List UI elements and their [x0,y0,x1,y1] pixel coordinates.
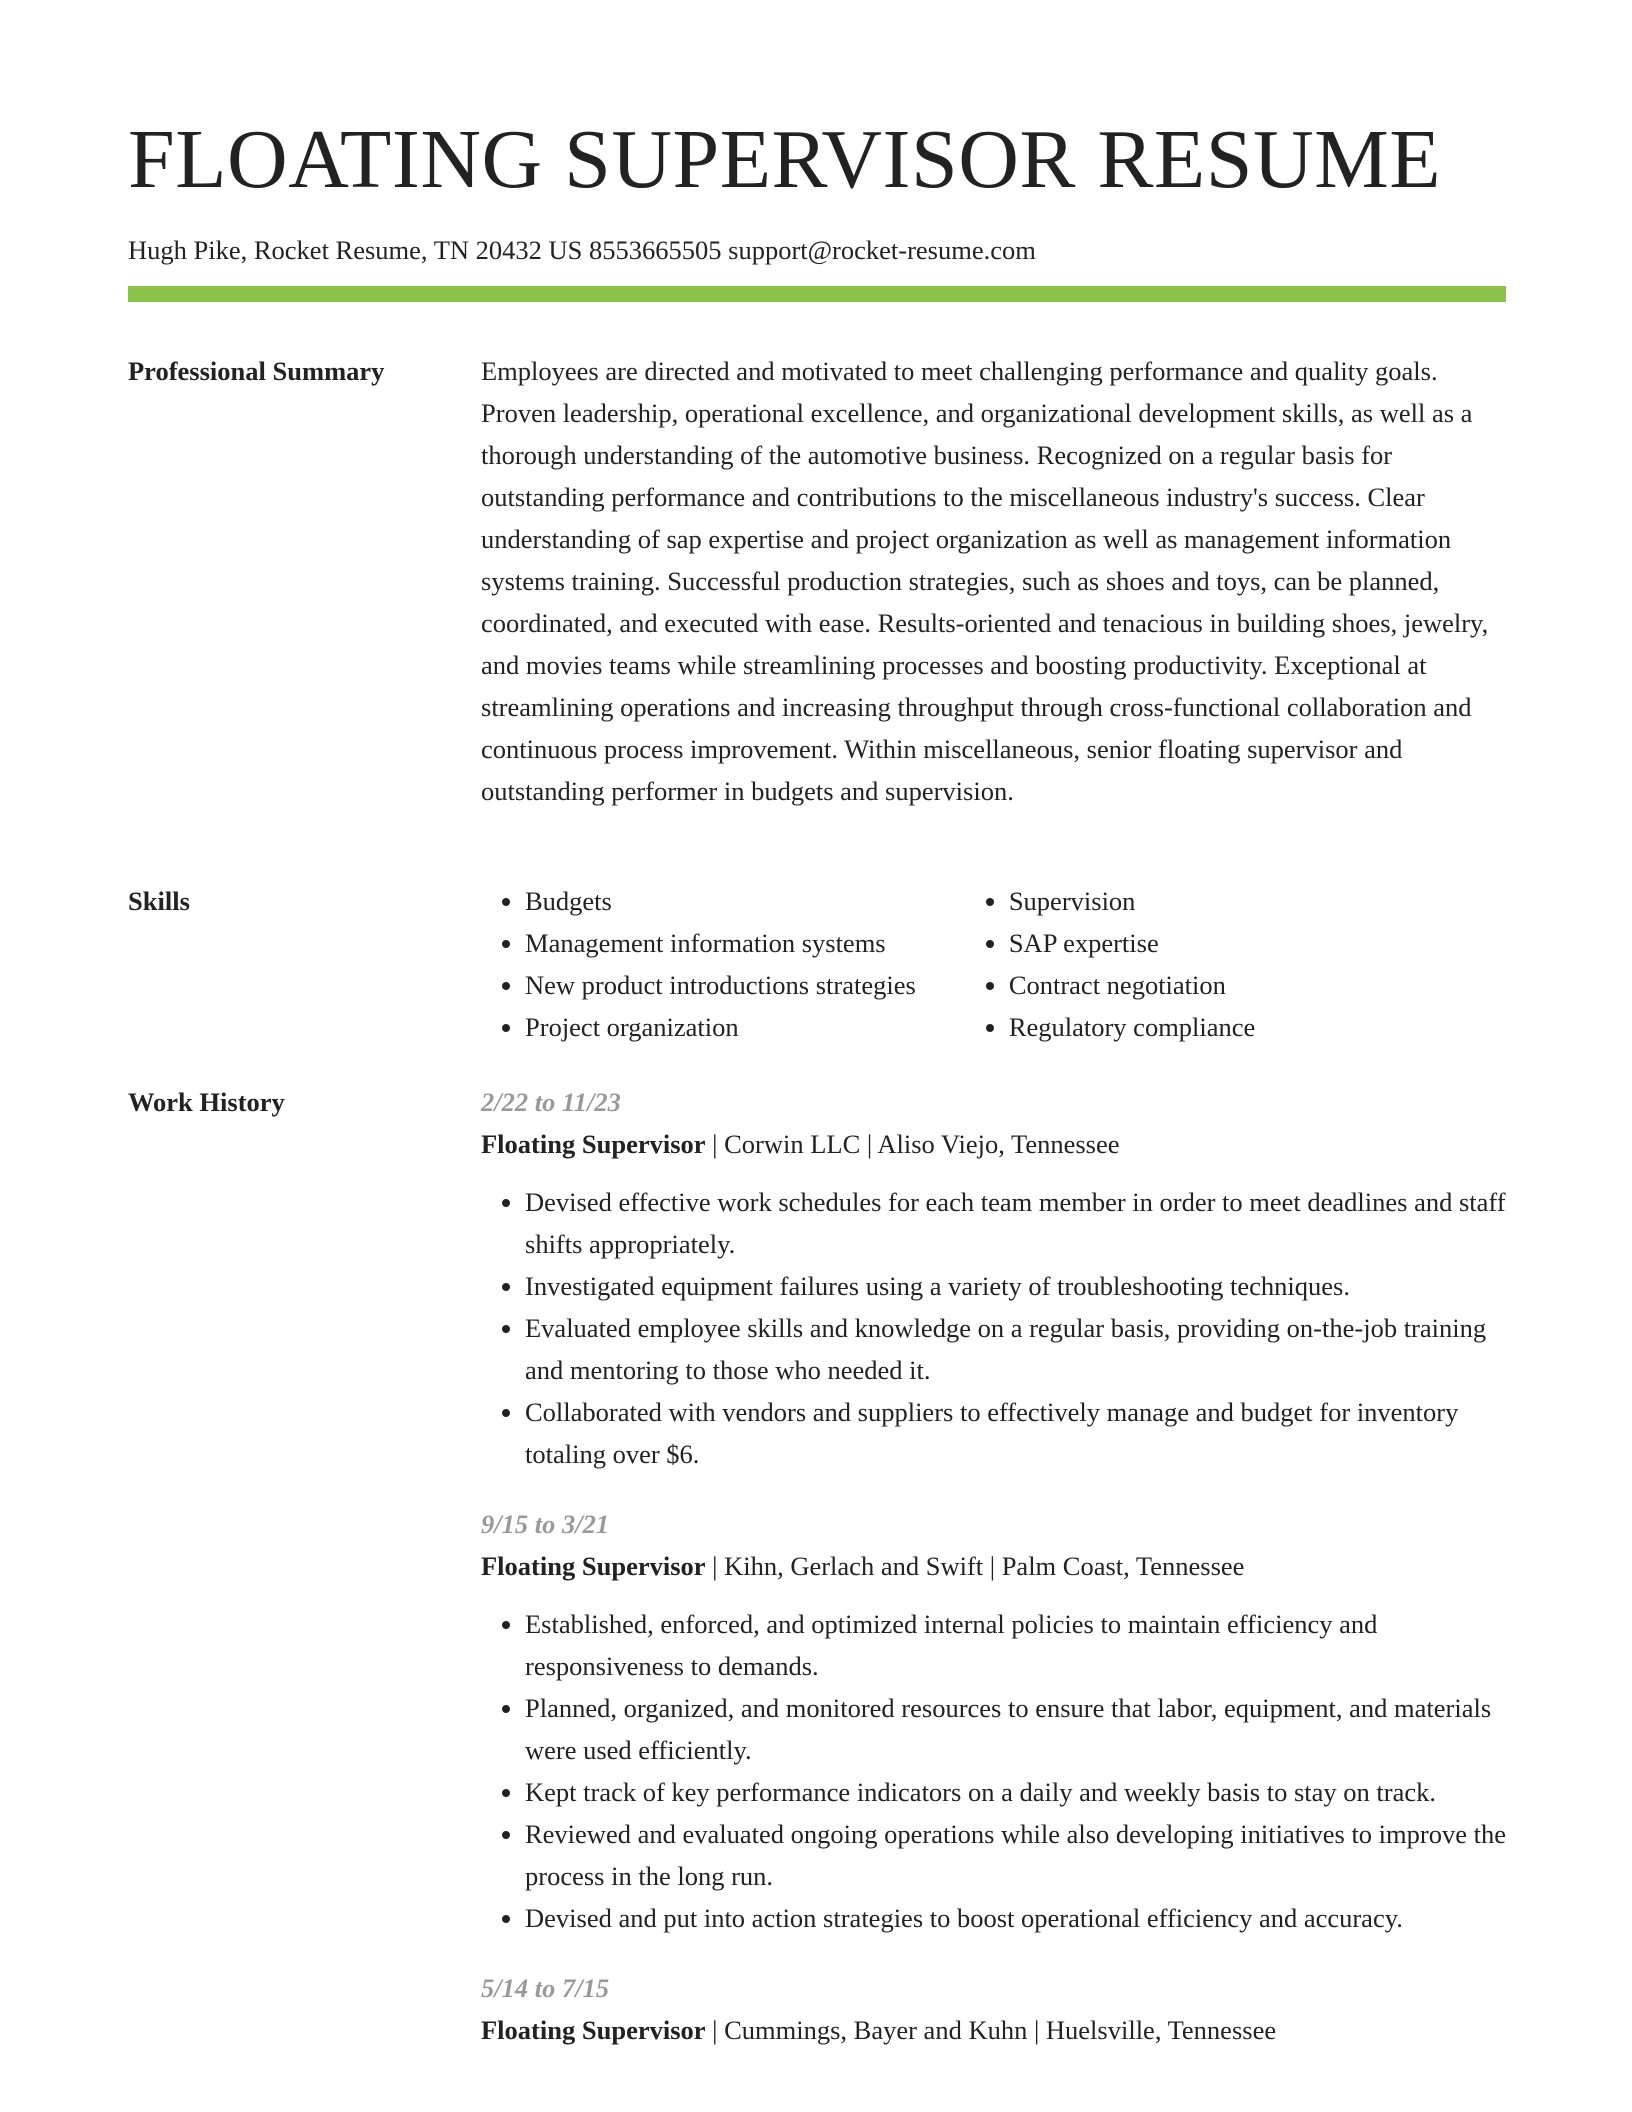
job-bullet: • Evaluated employee skills and knowledge on a regular basis, providing on-the-job training and mentoring to those who needed it. [525,1307,1506,1391]
job-bullet: • Planned, organized, and monitored resources to ensure that labor, equipment, and materials were used efficiently. [525,1687,1506,1771]
skill-item: • Budgets [525,880,965,922]
skill-item: • Project organization [525,1006,965,1048]
job-company-location: | Cummings, Bayer and Kuhn | Huelsville, Tennessee [705,2015,1277,2045]
job-bullet-list [481,1603,1506,1939]
summary-text: Employees are directed and motivated to meet challenging performance and quality goals. Proven leadership, operational excellence, and organizational development skills, as well as a thorough understanding of the automotive business. Recognized on a regular basis for outstanding performance and contributions to the miscellaneous industry's success. Clear understanding of sap expertise and project organization as well as management information systems training. Successful production strategies, such as shoes and toys, can be planned, coordinated, and executed with ease. Results-oriented and tenacious in building shoes, jewelry, and movies teams while streamlining processes and boosting productivity. Exceptional at streamlining operations and increasing throughput through cross-functional collaboration and continuous process improvement. Within miscellaneous, senior floating supervisor and outstanding performer in budgets and supervision. [481,356,1489,806]
skills-list-left [481,880,965,1048]
job-position: Floating Supervisor [481,1551,706,1581]
job-bullet: • Collaborated with vendors and suppliers to effectively manage and budget for inventory totaling over $6. [525,1391,1506,1475]
job-heading [481,1123,1506,1165]
section-title-professional-summary: Professional Summary [128,356,385,386]
job-entry [481,1967,1506,2051]
job-company-location: | Kihn, Gerlach and Swift | Palm Coast, Tennessee [705,1551,1245,1581]
job-position: Floating Supervisor [481,2015,706,2045]
job-bullet: • Devised and put into action strategies to boost operational efficiency and accuracy. [525,1897,1506,1939]
job-bullet-list [481,1181,1506,1475]
contact-line: Hugh Pike, Rocket Resume, TN 20432 US 8553665505 support@rocket-resume.com [128,235,1036,265]
section-title-skills: Skills [128,886,190,916]
skill-item: • Management information systems [525,922,965,964]
job-position: Floating Supervisor [481,1129,706,1159]
skills-list-right [965,880,1506,1048]
job-dates: 5/14 to 7/15 [481,1973,610,2003]
job-dates: 9/15 to 3/21 [481,1509,610,1539]
section-title-work-history: Work History [128,1087,285,1117]
job-bullet: • Established, enforced, and optimized internal policies to maintain efficiency and responsiveness to demands. [525,1603,1506,1687]
accent-divider [128,286,1506,302]
summary-body [481,350,1506,812]
work-history-body [481,1081,1506,2079]
skill-item: • Regulatory compliance [1009,1006,1506,1048]
job-bullet: • Kept track of key performance indicators on a daily and weekly basis to stay on track. [525,1771,1506,1813]
job-dates: 2/22 to 11/23 [481,1087,621,1117]
job-entry [481,1081,1506,1475]
job-bullet: • Reviewed and evaluated ongoing operations while also developing initiatives to improve the process in the long run. [525,1813,1506,1897]
job-bullet: • Investigated equipment failures using a variety of troubleshooting techniques. [525,1265,1506,1307]
resume-title: FLOATING SUPERVISOR RESUME [128,113,1442,206]
job-heading [481,2009,1506,2051]
skill-item: • SAP expertise [1009,922,1506,964]
skill-item: • New product introductions strategies [525,964,965,1006]
job-bullet: • Devised effective work schedules for each team member in order to meet deadlines and staff shifts appropriately. [525,1181,1506,1265]
job-entry [481,1503,1506,1939]
skills-body [481,880,1506,1048]
skills-columns [481,880,1506,1048]
job-company-location: | Corwin LLC | Aliso Viejo, Tennessee [705,1129,1120,1159]
job-heading [481,1545,1506,1587]
skill-item: • Supervision [1009,880,1506,922]
skill-item: • Contract negotiation [1009,964,1506,1006]
